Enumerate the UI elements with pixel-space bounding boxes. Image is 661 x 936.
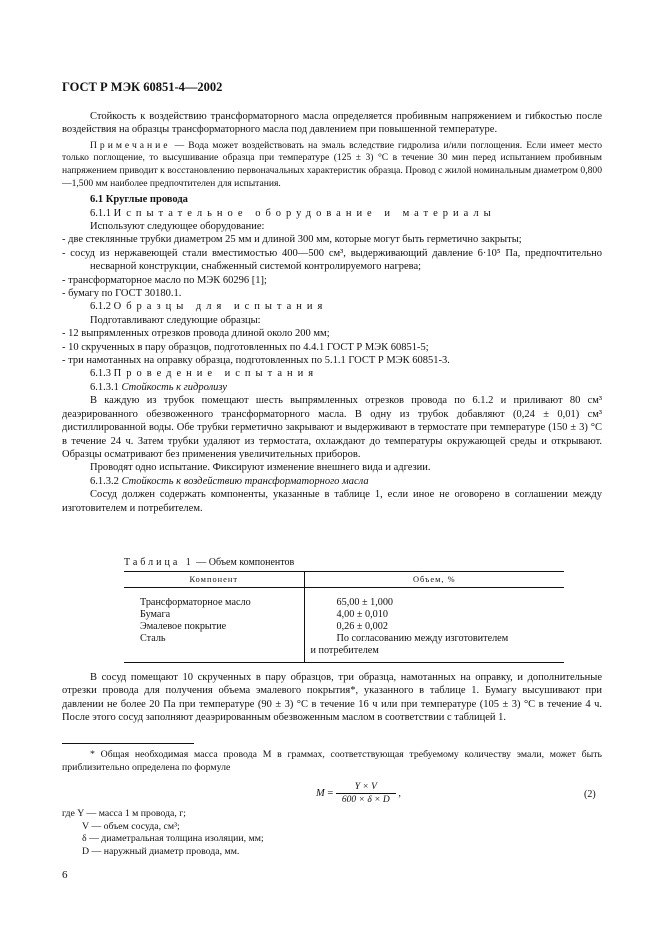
list-item: - 12 выпрямленных отрезков провода длиной около 200 мм; <box>62 328 330 340</box>
list-item: - бумагу по ГОСТ 30180.1. <box>62 288 182 300</box>
after-table-paragraph: В сосуд помещают 10 скрученных в пару образцов, три образца, намотанных на оправку, и дополнительные отрезки провода для получения объема эмалевого покрытия*, указанного в таблице 1. Бумагу высушивают при давлении не более 20 Па при температуре (90 ± 3) °С в течение 16 ч или при температуре (105 ± 3) °С в течение 4 ч. После этого сосуд заполняют деаэрированным обезвоженным маслом в соответствии с таблицей 1. <box>62 672 602 724</box>
list-item: - сосуд из нержавеющей стали вместимостью 400—500 см³, выдерживающий давление 6·10⁵ Па, предпочтительно несварной конструкции, снабженный системой контролируемого нагрева; <box>62 247 602 273</box>
legend-item: D — наружный диаметр провода, мм. <box>82 845 240 857</box>
section-6-1-title: 6.1 Круглые провода <box>90 194 188 206</box>
s6132-paragraph: Сосуд должен содержать компоненты, указанные в таблице 1, если иное не оговорено в соглашении между изготовителем и потребителем. <box>62 489 602 514</box>
table-header-volume: Объем, % <box>304 572 564 588</box>
list-item: - две стеклянные трубки диаметром 25 мм и длиной 300 мм, которые могут быть герметично закрыты; <box>62 234 522 246</box>
table-cell: 4,00 ± 0,010 <box>304 609 564 621</box>
footnote-divider <box>62 743 194 744</box>
table-cell: 65,00 ± 1,000 <box>304 588 564 610</box>
intro-paragraph: Стойкость к воздействию трансформаторного масла определяется пробивным напряжением и гибкостью после воздействия на образцы трансформаторного масла под давлением при повышенной температуре. <box>62 111 602 136</box>
table-cell: Эмалевое покрытие <box>140 621 227 632</box>
s612-lead: Подготавливают следующие образцы: <box>90 314 261 326</box>
s6132-heading <box>62 475 602 488</box>
page-number: 6 <box>62 869 68 881</box>
s6131-number: 6.1.3.1 <box>90 381 119 393</box>
s613-title: Проведение испытания <box>113 368 319 380</box>
after-table-block <box>62 671 602 725</box>
table-cell: Трансформаторное масло <box>140 597 251 608</box>
table-row <box>124 633 564 645</box>
table-cell: По согласованию между изготовителем <box>304 633 564 645</box>
table-cell <box>124 645 304 663</box>
s612-number: 6.1.2 <box>90 301 111 313</box>
table-1-caption <box>124 557 294 568</box>
equation-number: (2) <box>584 789 596 800</box>
table-row <box>124 621 564 633</box>
formula-fraction <box>336 781 396 806</box>
list-item: - три намотанных на оправку образца, подготовленных по 5.1.1 ГОСТ Р МЭК 60851-3. <box>62 355 450 367</box>
table-1-title: — Объем компонентов <box>193 557 295 568</box>
s613-number: 6.1.3 <box>90 368 111 380</box>
note-label: Примечание <box>90 139 171 151</box>
s6131-title: Стойкость к гидролизу <box>121 381 228 393</box>
s6131-paragraph: В каждую из трубок помещают шесть выпрямленных отрезков провода по 6.1.2 и приливают 80 см³ деаэрированного обезвоженного трансформаторного масла. В одну из трубок добавляют (0,24 ± 0,01) см³ дистиллированной воды. Обе трубки герметично закрывают и выдерживают в термостате при температуре (150 ± 3) °С в течение 24 ч. Затем трубки удаляют из термостата, охлаждают до температуры окружающей среды и открывают. Образцы осматривают без применения увеличительных приборов. <box>62 395 602 460</box>
s611-heading <box>62 207 602 220</box>
standard-code-header: ГОСТ Р МЭК 60851-4—2002 <box>62 80 223 94</box>
table-cell: Бумага <box>140 609 171 620</box>
footnote-text <box>62 748 602 774</box>
s6132-number: 6.1.3.2 <box>90 475 119 487</box>
list-item: - 10 скрученных в пару образцов, подготовленных по 4.4.1 ГОСТ Р МЭК 60851-5; <box>62 341 429 353</box>
s6132-title: Стойкость к воздействию трансформаторного масла <box>121 475 369 487</box>
note-text: — Вода может воздействовать на эмаль вследствие гидролиза и/или поглощения. Если имеет место только поглощение, то высушивание образца при температуре (125 ± 3) °С в течение 30 мин перед испытанием пробивным напряжением приводит к восстановлению первоначальных характеристик образца. Провод с жилой номинальным диаметром 0,800—1,500 мм наиболее предпочтителен для испытания. <box>62 139 602 189</box>
note-paragraph <box>62 140 602 190</box>
s611-number: 6.1.1 <box>90 207 111 219</box>
formula-comma: , <box>398 787 402 799</box>
components-table <box>124 571 564 663</box>
table-header-row <box>124 572 564 588</box>
table-row <box>124 588 564 610</box>
s6131-heading <box>62 381 602 394</box>
formula-legend <box>62 808 264 858</box>
table-cell: и потребителем <box>304 645 564 663</box>
formula-2 <box>316 781 401 806</box>
formula-denominator: 600 × δ × D <box>341 795 390 805</box>
s612-heading <box>62 300 602 313</box>
table-row <box>124 645 564 663</box>
formula-lhs: M <box>316 787 325 799</box>
s611-lead: Используют следующее оборудование: <box>90 221 265 232</box>
s612-title: Образцы для испытания <box>113 301 328 313</box>
table-cell: Сталь <box>140 633 166 644</box>
formula-numerator: Y × V <box>336 781 396 794</box>
list-item: - трансформаторное масло по МЭК 60296 [1]; <box>62 274 267 286</box>
legend-item: V — объем сосуда, см³; <box>82 820 180 832</box>
table-cell: 0,26 ± 0,002 <box>304 621 564 633</box>
table-header-component: Компонент <box>124 572 304 588</box>
table-row <box>124 609 564 621</box>
s611-title: Испытательное оборудование и материалы <box>113 207 496 219</box>
formula-equals: = <box>327 787 336 799</box>
footnote-paragraph: * Общая необходимая масса провода M в граммах, соответствующая требуемому количеству эмали, может быть приблизительно определена по формуле <box>62 749 602 773</box>
table-1-label: Таблица 1 <box>124 557 194 568</box>
main-text-block <box>62 110 602 515</box>
s6131-paragraph-2: Проводят одно испытание. Фиксируют изменение внешнего вида и адгезии. <box>90 462 431 474</box>
s613-heading <box>62 367 602 380</box>
legend-item: где Y — масса 1 м провода, г; <box>62 808 186 819</box>
legend-item: δ — диаметральная толщина изоляции, мм; <box>82 833 264 845</box>
